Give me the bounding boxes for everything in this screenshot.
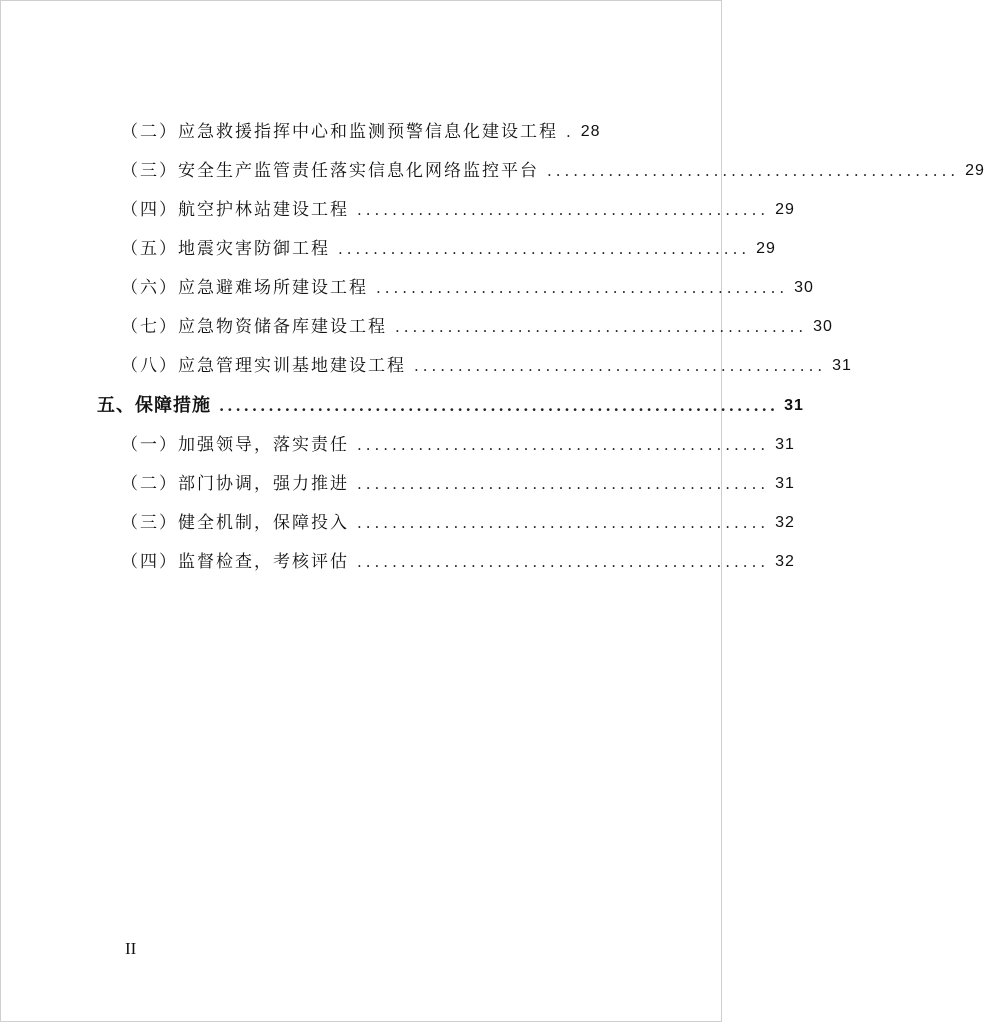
toc-page-number: 30 bbox=[794, 279, 814, 296]
toc-page-number: 28 bbox=[580, 123, 601, 140]
toc-leader-dots: .................................................................... bbox=[219, 397, 779, 415]
toc-entry-title: （一）加强领导，落实责任 bbox=[121, 435, 349, 455]
toc-entry-title: （六）应急避难场所建设工程 bbox=[121, 278, 368, 298]
toc-page-number: 30 bbox=[813, 318, 833, 335]
toc-page-number: 29 bbox=[965, 162, 985, 179]
toc-section-heading[interactable] bbox=[97, 389, 804, 423]
toc-page-number: 31 bbox=[784, 397, 804, 414]
toc-leader-dots: ............................................... bbox=[357, 514, 770, 532]
toc-leader-dots: ............................................... bbox=[395, 318, 808, 336]
toc-page-number: 29 bbox=[756, 240, 776, 257]
toc-entry-title: （七）应急物资储备库建设工程 bbox=[121, 317, 387, 337]
toc-entry[interactable] bbox=[121, 349, 852, 383]
toc-page-number: 29 bbox=[775, 201, 795, 218]
toc-entry[interactable] bbox=[121, 545, 795, 579]
toc-entry[interactable] bbox=[121, 232, 776, 266]
toc-entry-title: （二）应急救援指挥中心和监测预警信息化建设工程 bbox=[121, 122, 558, 142]
toc-section-title: 五、保障措施 bbox=[97, 395, 211, 416]
toc-entry-title: （四）航空护林站建设工程 bbox=[121, 200, 349, 220]
toc-entry-title: （三）健全机制，保障投入 bbox=[121, 513, 349, 533]
toc-leader-dots: ............................................... bbox=[357, 475, 770, 493]
toc-entry[interactable] bbox=[121, 310, 833, 344]
toc-entry[interactable] bbox=[121, 428, 795, 462]
toc-entry-title: （八）应急管理实训基地建设工程 bbox=[121, 356, 406, 376]
toc-leader-dots: ............................................... bbox=[547, 162, 960, 180]
toc-entry-title: （四）监督检查，考核评估 bbox=[121, 552, 349, 572]
toc-leader-dots: ............................................... bbox=[357, 436, 770, 454]
footer-page-number: II bbox=[125, 939, 137, 958]
toc-entry[interactable] bbox=[121, 115, 599, 149]
toc-entry-title: （二）部门协调，强力推进 bbox=[121, 474, 349, 494]
toc-leader-dots: ............................................... bbox=[357, 553, 770, 571]
toc-page-number: 32 bbox=[775, 553, 795, 570]
toc-entry[interactable] bbox=[121, 154, 985, 188]
toc-leader-dots: ............................................... bbox=[338, 240, 751, 258]
toc-entry[interactable] bbox=[121, 271, 814, 305]
toc-page-number: 31 bbox=[832, 357, 852, 374]
toc-leader-dots: ............................................... bbox=[414, 357, 827, 375]
toc-leader-dots: ............................................... bbox=[357, 201, 770, 219]
toc-entry-title: （五）地震灾害防御工程 bbox=[121, 239, 330, 259]
toc-entry[interactable] bbox=[121, 467, 795, 501]
toc-page-number: 31 bbox=[775, 436, 795, 453]
toc-entry-title: （三）安全生产监管责任落实信息化网络监控平台 bbox=[121, 161, 539, 181]
toc-entry[interactable] bbox=[121, 193, 795, 227]
toc-leader-dots: ............................................... bbox=[376, 279, 789, 297]
toc-page-number: 31 bbox=[775, 475, 795, 492]
toc-leader-dots: . bbox=[566, 123, 575, 141]
toc-entry[interactable] bbox=[121, 506, 795, 540]
toc-page-number: 32 bbox=[775, 514, 795, 531]
